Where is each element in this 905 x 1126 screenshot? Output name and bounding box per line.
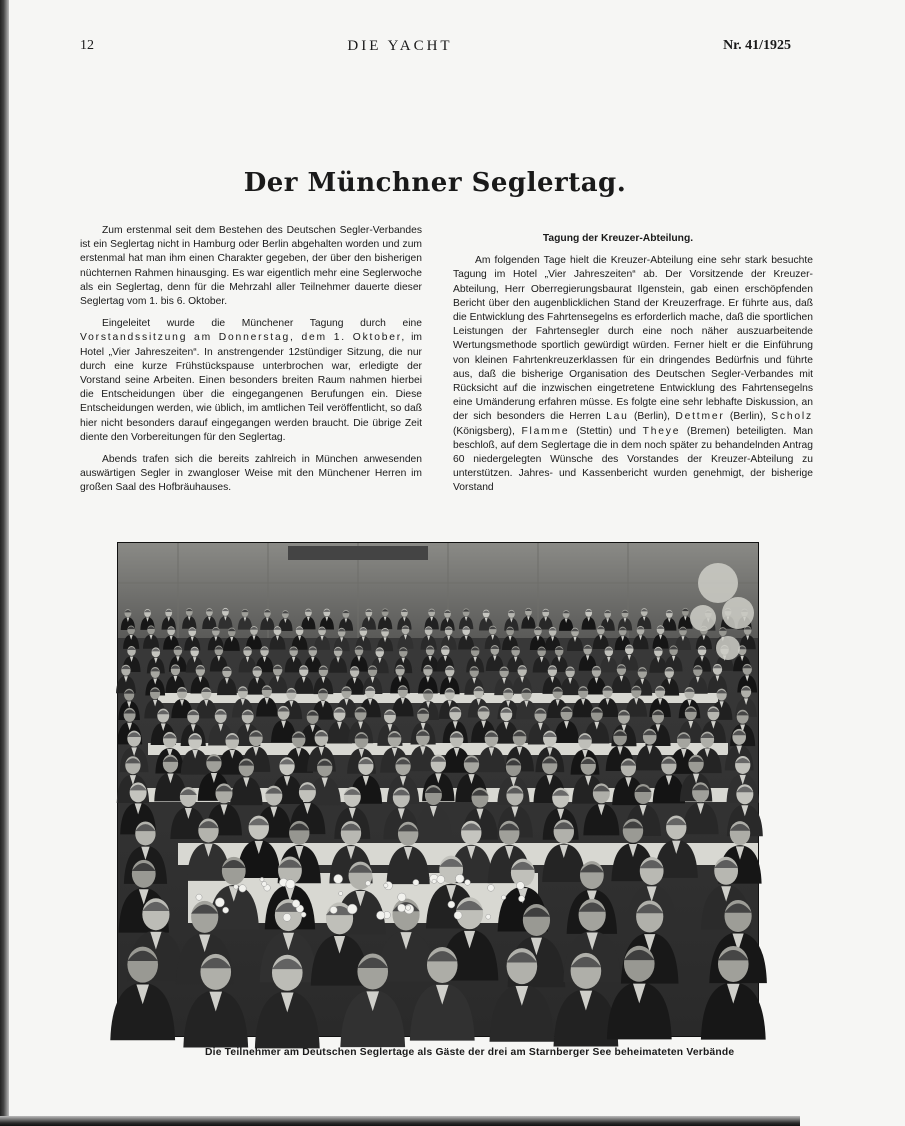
article-title: Der Münchner Seglertag. [243,168,627,198]
plate [286,880,295,889]
plate [196,894,202,900]
plate [448,901,455,908]
text-run: im Hotel „Vier Jahreszeiten“. In anstrengender 12stündiger Sitzung, die nur durch eine kurze Frühstückspause unterbrochen war, erledigte der Vorstand seine Arbeiten. Einen besonders breiten Raum nahmen hierbei die Entscheidungen über die eingegangenen Berufungen ein. Diese Entscheidungen werden, wie üblich, im amtlichen Teil veröffentlicht, so daß hier nicht besonders darauf eingegangen werden braucht. Die übrige Zeit diente den Vorbereitungen für den Seglertag. [80,332,422,443]
paragraph: Zum erstenmal seit dem Bestehen des Deutschen Segler-Verbandes ist ein Seglertag nicht in Hamburg oder Berlin abgehalten worden und zum erstenmal hat man ihm einen Charakter gegeben, der über den bisherigen nüchternen Rahmen hinausging. Es war eigentlich mehr eine Seglerwoche als ein Seglertag, denn für die Mehrzahl aller Teilnehmer dauerte dieser Seglertag vom 1. bis 6. Oktober. [80,225,422,308]
plate [406,905,411,910]
section-heading: Tagung der Kreuzer-Abteilung. [542,233,694,244]
text-run: (Königsberg), [453,425,522,437]
plate [465,880,471,886]
plate [488,885,495,892]
left-column [80,224,422,496]
running-title: DIE YACHT [347,38,453,54]
text-run: Eingeleitet wurde die Münchener Tagung durch eine [102,318,422,330]
plate [365,881,370,886]
plate [239,885,246,892]
text-run: (Berlin), [724,411,772,423]
plate [516,882,524,890]
plate [339,892,343,896]
page-header [0,38,800,56]
plate [223,907,229,913]
plate [376,911,384,919]
plate [413,879,419,885]
text-run: (Bremen) beteiligten. Man beschloß, auf dem Seglertage die in dem noch später zu behandelnden Antrag 60 niedergelegten Wünsche des Vorstandes der Kreuzer-Abteilung zu unterstützen. Jahres- und Kassenbericht wurden genehmigt, der bisherige Vorstand [453,425,813,494]
plate [283,913,291,921]
person-name: Lau [606,411,629,423]
plate [501,895,506,900]
plate [384,883,388,887]
text-run: Am folgenden Tage hielt die Kreuzer-Abteilung eine sehr stark besuchte Tagung im Hotel „Vier Jahreszeiten“ ab. Der Vorsitzende der Kreuzer-Abteilung, Herr Oberregierungsbaurat Ilgenstein, gab einen erschöpfenden Bericht über den augenblicklichen Stand der Kreuzerfrage. Er führte aus, daß die Entwicklung des Fahrtensegelns es erforderlich mache, daß die sportlichen Leistungen der Fahrtensegler durch eine noch näher auszuarbeitende Wertungsmethode sportlich gewürdigt würden. Ferner hielt er die Einführung von kleinen Fahrtenkreuzerklassen für ein dringendes Bedürfnis und führte aus, daß die bisherige Organisation des Deutschen Segler-Verbandes mit Rücksicht auf die inzwischen eingetretene Entwicklung des Fahrtensegelns eine Umänderung erfahren müsse. Es folgte eine sehr lebhafte Diskussion, an der sich besonders die Herren [453,255,813,423]
plate [330,906,337,913]
person-name: Theye [642,425,681,437]
page-number: 12 [80,38,94,53]
group-photo [117,542,759,1037]
banquet-photo-image [118,543,758,1036]
plate [334,874,343,883]
plate [518,896,524,902]
plate [398,893,406,901]
person-name: Dettmer [675,411,725,423]
plate [432,879,436,883]
plate [455,874,464,883]
right-column [453,232,813,496]
photo-caption: Die Teilnehmer am Deutschen Seglertage als Gäste der drei am Starnberger See beheimateten Verbände [205,1047,735,1058]
paragraph [453,254,813,495]
plate [347,904,357,914]
issue-number: Nr. 41/1925 [723,38,791,53]
plate [234,884,239,889]
plate [301,912,306,917]
paragraph: Abends trafen sich die bereits zahlreich in München anwesenden auswärtigen Segler in zwangloser Weise mit den Münchener Herren im großen Saal des Hofbräuhauses. [80,454,422,494]
plate [292,900,300,908]
text-run: (Berlin), [628,411,676,423]
plate [437,876,445,884]
plate [486,914,491,919]
plate [398,904,406,912]
plate [260,877,264,881]
plate [215,898,224,907]
plate [262,881,267,886]
emphasized-text: Vorstandssitzung am Donnerstag, dem 1. Oktober, [80,332,407,344]
person-name: Flamme [521,425,570,437]
paragraph [80,317,422,445]
person-name: Scholz [771,411,813,423]
page-bottom-edge [0,1116,800,1126]
text-run: (Stettin) und [569,425,643,437]
plate [454,911,462,919]
